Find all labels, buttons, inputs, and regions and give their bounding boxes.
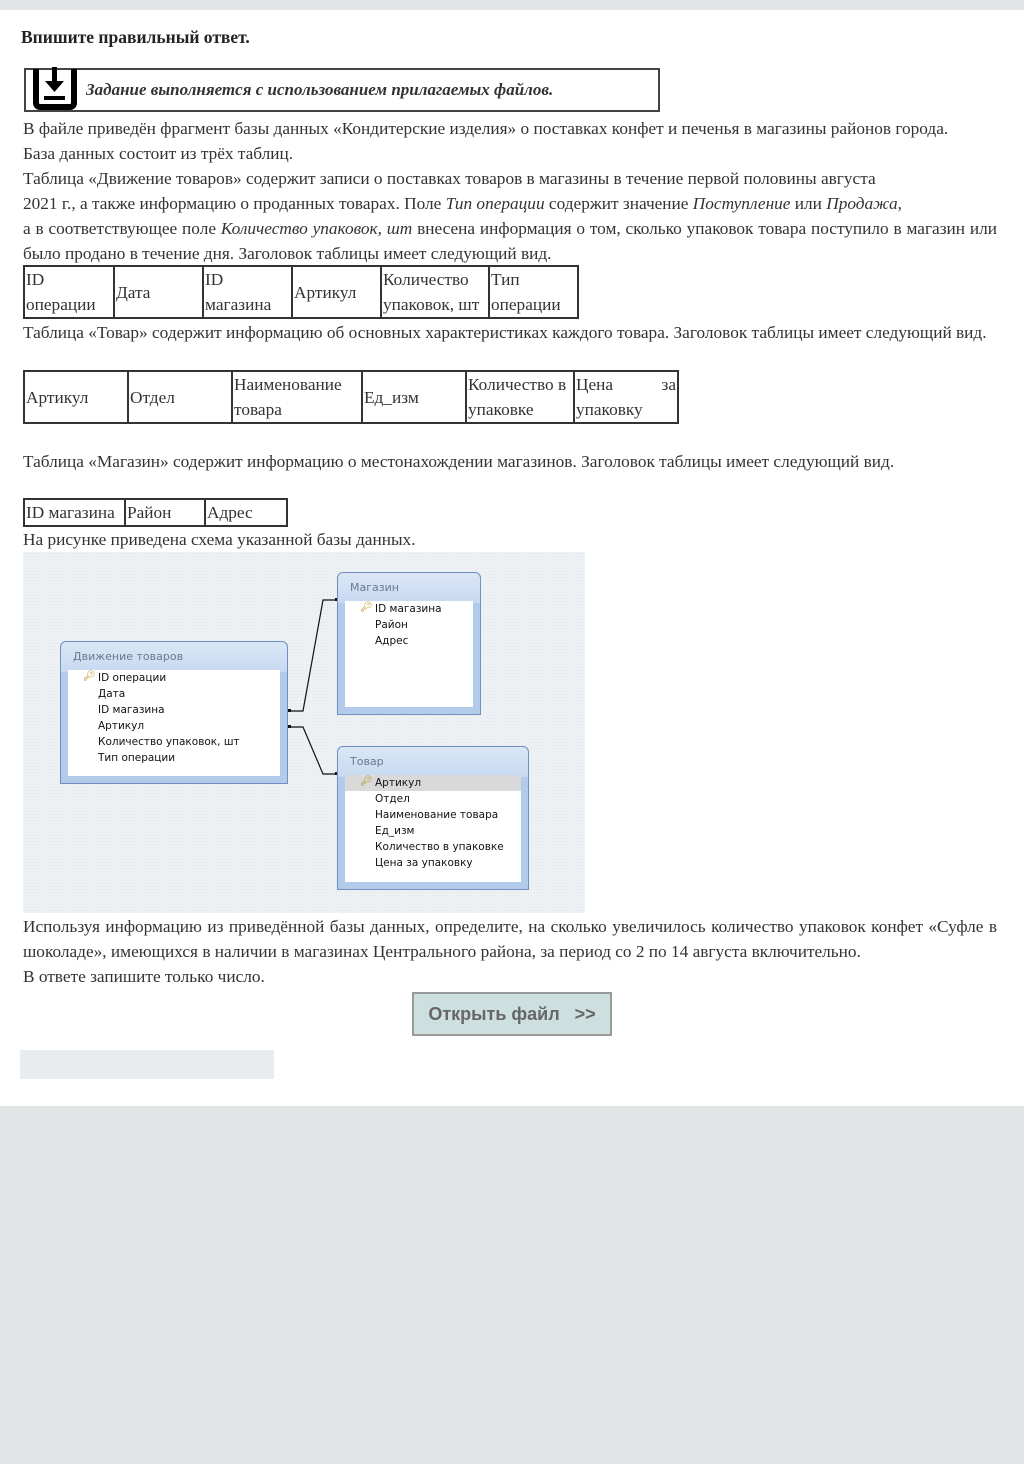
paragraph-product: Таблица «Товар» содержит информацию об основных характеристиках каждого товара. Заголовок таблицы имеет следующий вид. [23, 323, 987, 342]
field-label: Количество в упаковке [375, 841, 504, 853]
task-card [0, 10, 1024, 1106]
header-cell: Ед_изм [362, 371, 466, 423]
field-label: ID операции [98, 672, 167, 684]
schema-field-selected [345, 775, 521, 791]
header-cell: Артикул [292, 266, 381, 318]
schema-table-title: Товар [350, 755, 384, 768]
text-fragment: а в соответствующее поле [23, 219, 221, 238]
schema-table-title: Магазин [350, 581, 399, 594]
download-icon [30, 65, 80, 113]
schema-field [345, 855, 521, 871]
field-label: Артикул [98, 720, 145, 732]
key-icon: 🔑︎ [83, 671, 96, 682]
shop-header-table [23, 498, 288, 527]
header-cell: Адрес [205, 499, 287, 526]
field-label: Район [375, 619, 408, 631]
paragraph-schema-caption: На рисунке приведена схема указанной базы данных. [23, 530, 416, 549]
field-label: Артикул [375, 777, 422, 789]
schema-field [68, 686, 280, 702]
header-cell: Артикул [24, 371, 128, 423]
schema-field [68, 734, 280, 750]
field-label: Дата [98, 688, 126, 700]
answer-input[interactable] [20, 1050, 274, 1079]
text-fragment: содержит значение [544, 194, 693, 213]
product-header-table [23, 370, 679, 424]
text-fragment: внесена информация о том, сколько упаковок товара поступило в магазин или было продано в течение дня. Заголовок таблицы имеет следующий вид. [23, 219, 997, 263]
top-bar [0, 0, 1024, 10]
field-label: Наименование товара [375, 809, 499, 821]
key-icon: 🔑︎ [360, 602, 373, 613]
paragraph-movement-line2 [23, 191, 997, 216]
schema-field [345, 617, 473, 633]
schema-field [68, 670, 280, 686]
header-cell: Цена за упаковку [574, 371, 678, 423]
schema-field-list [345, 775, 521, 882]
instruction-heading: Впишите правильный ответ. [21, 27, 250, 47]
paragraph-tables-count: База данных состоит из трёх таблиц. [23, 144, 294, 163]
schema-field [345, 807, 521, 823]
field-label: Адрес [375, 635, 409, 647]
answer-instruction: В ответе запишите только число. [23, 967, 265, 986]
field-label: ID магазина [98, 704, 165, 716]
schema-table-movement[interactable] [60, 641, 288, 784]
schema-field [345, 823, 521, 839]
schema-field-list [345, 601, 473, 707]
header-cell: Район [125, 499, 205, 526]
text-fragment: 2021 г., а также информацию о проданных товарах. Поле [23, 194, 446, 213]
value-receipt: Поступление [692, 194, 791, 213]
relation-line-shop [288, 600, 337, 711]
paragraph-intro: В файле приведён фрагмент базы данных «Кондитерские изделия» о поставках конфет и печенья в магазины районов города. [23, 119, 949, 138]
attachment-notice [24, 68, 660, 112]
field-label: Отдел [375, 793, 410, 805]
field-label: Ед_изм [375, 825, 415, 837]
value-sale: Продажа [826, 194, 898, 213]
field-label: Цена за упаковку [375, 857, 473, 869]
open-file-button[interactable]: Открыть файл >> [412, 992, 612, 1036]
schema-field [68, 750, 280, 766]
paragraph-movement-line3 [23, 216, 997, 266]
header-cell: Количество в упаковке [466, 371, 574, 423]
paragraph-movement-line1: Таблица «Движение товаров» содержит записи о поставках товаров в магазины в течение первой половины августа [23, 169, 876, 188]
schema-field [68, 718, 280, 734]
key-icon: 🔑︎ [360, 776, 373, 787]
schema-table-product[interactable] [337, 746, 529, 890]
database-schema-diagram [23, 552, 585, 913]
schema-table-title: Движение товаров [73, 650, 184, 663]
attachment-notice-text: Задание выполняется с использованием прилагаемых файлов. [86, 80, 554, 99]
header-cell: ID магазина [24, 499, 125, 526]
field-name-type: Тип операции [445, 194, 545, 213]
movement-header-table [23, 265, 579, 319]
schema-field-list [68, 670, 280, 776]
text-fragment: , [897, 194, 902, 213]
relation-line-product [288, 727, 337, 774]
schema-field [345, 633, 473, 649]
header-cell: ID магазина [203, 266, 292, 318]
field-name-quantity: Количество упаковок, шт [220, 219, 413, 238]
header-cell: Отдел [128, 371, 232, 423]
schema-table-shop[interactable] [337, 572, 481, 715]
schema-field [68, 702, 280, 718]
header-cell: Наименование товара [232, 371, 362, 423]
header-cell: ID операции [24, 266, 114, 318]
field-label: ID магазина [375, 603, 442, 615]
field-label: Количество упаковок, шт [98, 736, 240, 748]
schema-field [345, 601, 473, 617]
paragraph-shop: Таблица «Магазин» содержит информацию о местонахождении магазинов. Заголовок таблицы имеет следующий вид. [23, 452, 895, 471]
header-cell: Количество упаковок, шт [381, 266, 489, 318]
header-cell: Дата [114, 266, 203, 318]
text-fragment: или [790, 194, 827, 213]
question-text: Используя информацию из приведённой базы данных, определите, на сколько увеличилось количество упаковок конфет «Суфле в шоколаде», имеющихся в наличии в магазинах Центрального района, за период со 2 по 14 августа включительно. [23, 917, 997, 961]
schema-field [345, 791, 521, 807]
schema-field [345, 839, 521, 855]
header-cell: Тип операции [489, 266, 578, 318]
field-label: Тип операции [98, 752, 176, 764]
